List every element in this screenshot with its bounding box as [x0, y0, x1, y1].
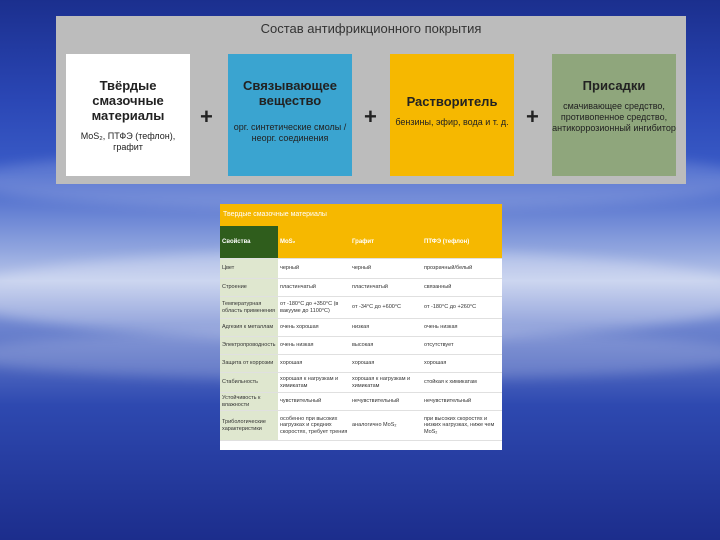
composition-panel	[56, 16, 686, 184]
table-cell: Электропроводность	[220, 337, 278, 355]
table-cell: хорошая	[278, 355, 350, 373]
table-cell: Температурная область применения	[220, 297, 278, 319]
table-cell: очень низкая	[278, 337, 350, 355]
table-header-cell: Свойства	[220, 226, 278, 259]
table-cell: хорошая к нагрузкам и химикатам	[350, 373, 422, 393]
box-subtitle: MoS₂, ПТФЭ (тефлон), графит	[80, 131, 176, 152]
table-cell: хорошая	[350, 355, 422, 373]
table-cell: пластинчатый	[350, 279, 422, 297]
panel-title: Состав антифрикционного покрытия	[260, 21, 482, 36]
table-cell: пластинчатый	[278, 279, 350, 297]
table-cell: хорошая	[422, 355, 502, 373]
table-cell: хорошая к нагрузкам и химикатам	[278, 373, 350, 393]
table-cell: высокая	[350, 337, 422, 355]
table-cell: аналогично MoS₂	[350, 411, 422, 441]
box-subtitle: бензины, эфир, вода и т. д.	[395, 117, 509, 127]
table-row	[220, 373, 502, 393]
box-title: Присадки	[582, 78, 646, 93]
table-cell: очень хорошая	[278, 319, 350, 337]
table-row	[220, 355, 502, 373]
box-title: Твёрдые смазочные материалы	[91, 78, 165, 123]
table-cell: черный	[278, 259, 350, 279]
box-solid-lubricants	[66, 54, 190, 176]
plus-sign: +	[364, 104, 377, 129]
table-cell: Защита от коррозии	[220, 355, 278, 373]
plus-sign: +	[200, 104, 213, 129]
table-cell: отсутствует	[422, 337, 502, 355]
table-cell: очень низкая	[422, 319, 502, 337]
table-cell: стойкая к химикатам	[422, 373, 502, 393]
table-header-cell: MoS₂	[278, 226, 350, 259]
table-title: Твердые смазочные материалы	[220, 204, 502, 226]
table-cell: нечувствительный	[350, 393, 422, 411]
table-row	[220, 279, 502, 297]
table-cell: прозрачный/белый	[422, 259, 502, 279]
table-cell: Устойчивость к влажности	[220, 393, 278, 411]
table-cell: от -180°С до +350°С (в вакууме до 1100°С)	[278, 297, 350, 319]
table-cell: особенно при высоких нагрузках и средних скоростях, требует трения	[278, 411, 350, 441]
lubricants-table	[220, 204, 502, 450]
box-subtitle: смачивающее средство, противопенное средство, антикоррозионный ингибитор	[552, 101, 676, 133]
box-title: Растворитель	[406, 94, 498, 109]
table-cell: низкая	[350, 319, 422, 337]
table-cell: чувствительный	[278, 393, 350, 411]
box-solvent	[390, 54, 514, 176]
table-row	[220, 411, 502, 441]
table-cell: Цвет	[220, 259, 278, 279]
table-row	[220, 259, 502, 279]
table-cell: Трибологические характеристики	[220, 411, 278, 441]
table-cell: Стабильность	[220, 373, 278, 393]
table-row	[220, 393, 502, 411]
table-cell: от -34°С до +600°С	[350, 297, 422, 319]
plus-sign: +	[526, 104, 539, 129]
table-header-row	[220, 226, 502, 259]
table-cell: при высоких скоростях и низких нагрузках, ниже чем MoS₂	[422, 411, 502, 441]
box-additives	[552, 54, 676, 176]
table-cell: Адгезия к металлам	[220, 319, 278, 337]
box-subtitle: орг. синтетические смолы / неорг. соединения	[233, 122, 347, 143]
table-row	[220, 337, 502, 355]
table-row	[220, 297, 502, 319]
table-cell: связанный	[422, 279, 502, 297]
table-cell: от -180°С до +260°С	[422, 297, 502, 319]
table-header-cell: Графит	[350, 226, 422, 259]
table-cell: черный	[350, 259, 422, 279]
box-binder	[228, 54, 352, 176]
table-cell: нечувствительный	[422, 393, 502, 411]
table-cell: Строение	[220, 279, 278, 297]
box-title: Связывающее вещество	[243, 78, 337, 108]
table-header-cell: ПТФЭ (тефлон)	[422, 226, 502, 259]
table-row	[220, 319, 502, 337]
